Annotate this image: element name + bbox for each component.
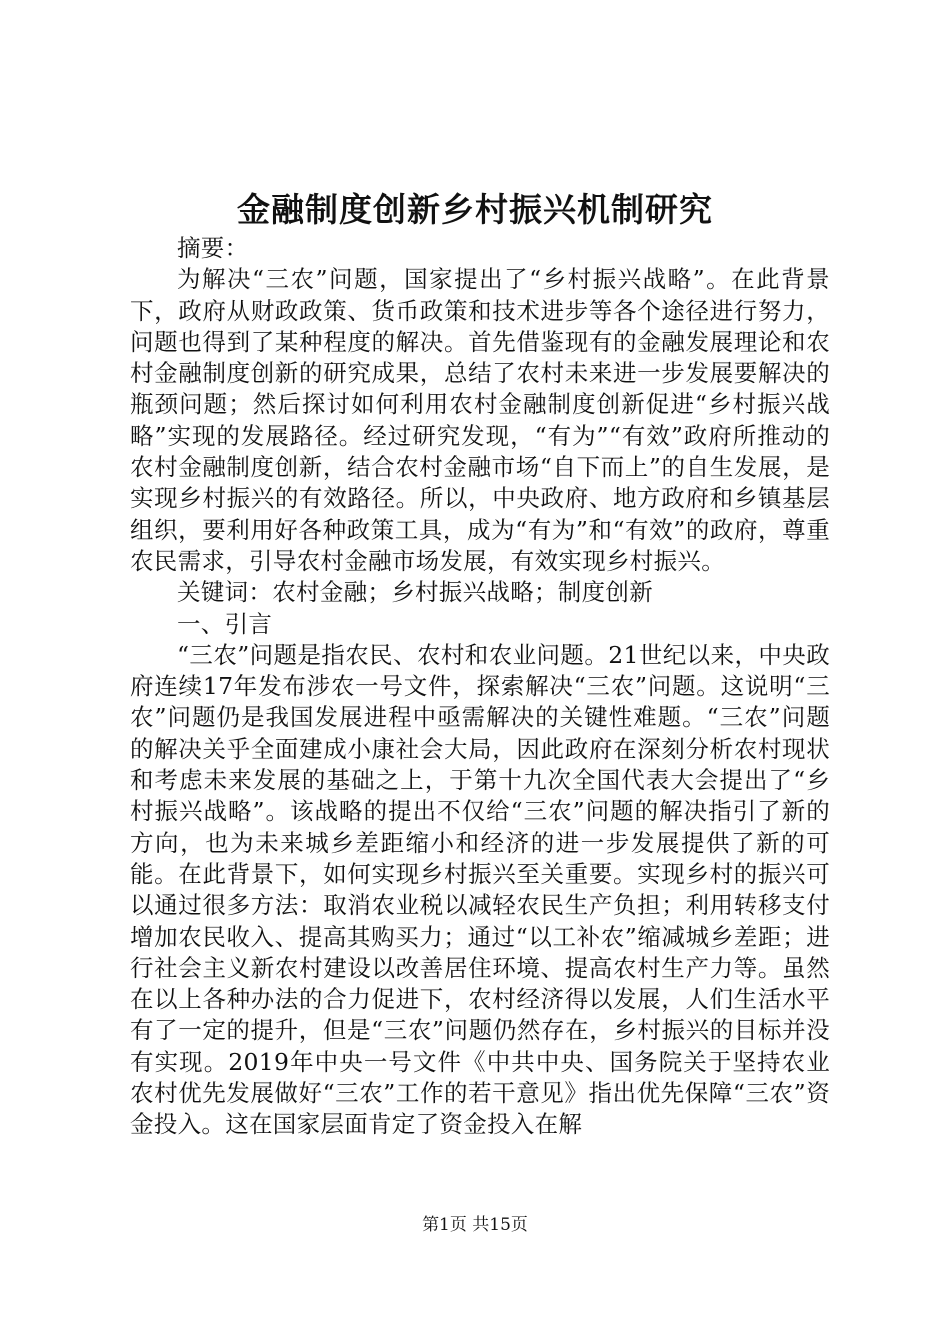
- abstract-paragraph: 为解决“三农”问题，国家提出了“乡村振兴战略”。在此背景下，政府从财政政策、货币政策和技术进步等各个途径进行努力，问题也得到了某种程度的解决。首先借鉴现有的金融发展理论和农村金融制度创新的研究成果，总结了农村未来进一步发展要解决的瓶颈问题；然后探讨如何利用农村金融制度创新促进“乡村振兴战略”实现的发展路径。经过研究发现，“有为”“有效”政府所推动的农村金融制度创新，结合农村金融市场“自下而上”的自生发展，是实现乡村振兴的有效路径。所以，中央政府、地方政府和乡镇基层组织，要利用好各种政策工具，成为“有为”和“有效”的政府，尊重农民需求，引导农村金融市场发展，有效实现乡村振兴。: [130, 265, 830, 575]
- document-title: 金融制度创新乡村振兴机制研究: [237, 190, 713, 229]
- keywords-line: 关键词：农村金融；乡村振兴战略；制度创新: [177, 578, 653, 607]
- introduction-paragraph: “三农”问题是指农民、农村和农业问题。21世纪以来，中央政府连续17年发布涉农一号文件，探索解决“三农”问题。这说明“三农”问题仍是我国发展进程中亟需解决的关键性难题。“三农”问题的解决关乎全面建成小康社会大局，因此政府在深刻分析农村现状和考虑未来发展的基础之上，于第十九次全国代表大会提出了“乡村振兴战略”。该战略的提出不仅给“三农”问题的解决指引了新的方向，也为未来城乡差距缩小和经济的进一步发展提供了新的可能。在此背景下，如何实现乡村振兴至关重要。实现乡村的振兴可以通过很多方法：取消农业税以减轻农民生产负担；利用转移支付增加农民收入、提高其购买力；通过“以工补农”缩减城乡差距；进行社会主义新农村建设以改善居住环境、提高农村生产力等。虽然在以上各种办法的合力促进下，农村经济得以发展，人们生活水平有了一定的提升，但是“三农”问题仍然存在，乡村振兴的目标并没有实现。2019年中央一号文件《中共中央、国务院关于坚持农业农村优先发展做好“三农”工作的若干意见》指出优先保障“三农”资金投入。这在国家层面肯定了资金投入在解: [130, 640, 830, 1139]
- page-number-footer: 第1页 共15页: [422, 1215, 528, 1235]
- abstract-heading: 摘要：: [177, 234, 249, 262]
- section-heading-introduction: 一、引言: [177, 609, 273, 638]
- document-body: [130, 233, 830, 1141]
